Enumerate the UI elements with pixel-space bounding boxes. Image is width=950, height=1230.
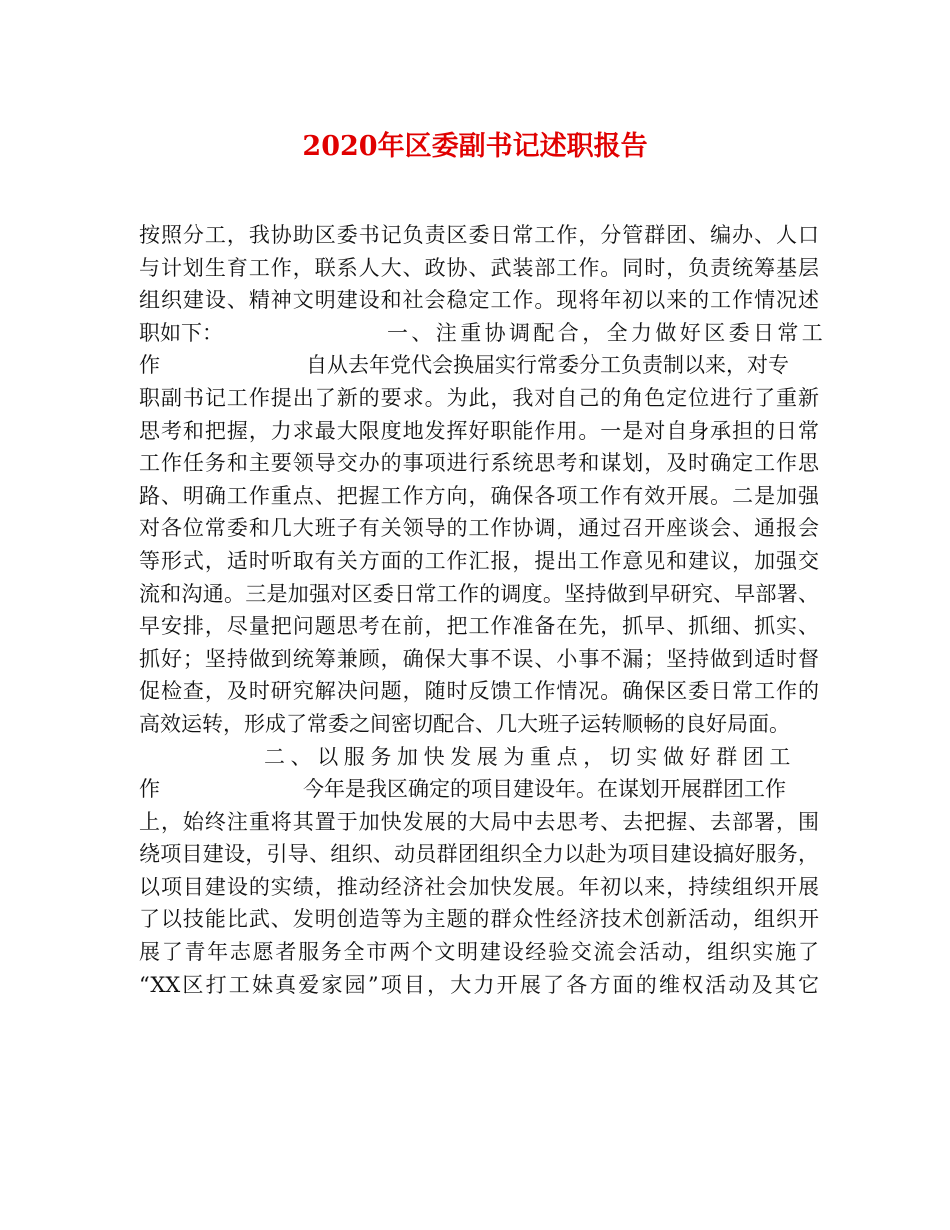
text-line: 组织建设、精神文明建设和社会稳定工作。现将年初以来的工作情况述 <box>139 288 819 313</box>
section-heading: 一、注重协调配合，全力做好区委日常工 <box>387 320 827 345</box>
text-line <box>139 773 819 806</box>
text-line: 流和沟通。三是加强对区委日常工作的调度。坚持做到早研究、早部署、 <box>139 581 819 606</box>
text-line <box>139 741 819 774</box>
text-line: 对各位常委和几大班子有关领导的工作协调，通过召开座谈会、通报会 <box>139 516 819 541</box>
text-line: 展了青年志愿者服务全市两个文明建设经验交流会活动，组织实施了 <box>139 940 819 965</box>
text-line: 高效运转，形成了常委之间密切配合、几大班子运转顺畅的良好局面。 <box>139 711 790 736</box>
section-heading: 二、以服务加快发展为重点，切实做好群团工 <box>264 744 796 769</box>
text-line: 工作任务和主要领导交办的事项进行系统思考和谋划，及时确定工作思 <box>139 451 819 476</box>
text-line: 按照分工，我协助区委书记负责区委日常工作，分管群团、编办、人口 <box>139 223 819 247</box>
text-line <box>139 317 827 350</box>
text-line: 职副书记工作提出了新的要求。为此，我对自己的角色定位进行了重新 <box>139 385 819 410</box>
text-line: 促检查，及时研究解决问题，随时反馈工作情况。确保区委日常工作的 <box>139 679 819 704</box>
section-heading-end: 作 <box>139 777 160 802</box>
text-line: 等形式，适时听取有关方面的工作汇报，提出工作意见和建议，加强交 <box>139 548 819 573</box>
text-line: 了以技能比武、发明创造等为主题的群众性经济技术创新活动，组织开 <box>139 907 819 932</box>
text-line: “XX区打工妹真爱家园”项目，大力开展了各方面的维权活动及其它 <box>139 972 819 997</box>
text-line: 上，始终注重将其置于加快发展的大局中去思考、去把握、去部署，围 <box>139 809 819 834</box>
text-segment: 职如下： <box>139 320 223 345</box>
text-line: 抓好；坚持做到统筹兼顾，确保大事不误、小事不漏；坚持做到适时督 <box>139 646 819 671</box>
text-line: 路、明确工作重点、把握工作方向，确保各项工作有效开展。二是加强 <box>139 483 819 508</box>
text-line: 早安排，尽量把问题思考在前，把工作准备在先，抓早、抓细、抓实、 <box>139 614 819 639</box>
text-line: 思考和把握，力求最大限度地发挥好职能作用。一是对自身承担的日常 <box>139 418 819 443</box>
text-segment: 自从去年党代会换届实行常委分工负责制以来，对专 <box>306 353 789 378</box>
text-line: 与计划生育工作，联系人大、政协、武装部工作。同时，负责统筹基层 <box>139 255 819 280</box>
document-title: 2020年区委副书记述职报告 <box>302 131 648 162</box>
text-line: 绕项目建设，引导、组织、动员群团组织全力以赴为项目建设搞好服务， <box>139 842 819 867</box>
text-segment: 今年是我区确定的项目建设年。在谋划开展群团工作 <box>303 777 786 802</box>
text-line: 以项目建设的实绩，推动经济社会加快发展。年初以来，持续组织开展 <box>139 874 819 899</box>
text-line <box>139 349 819 382</box>
document-body <box>139 219 827 1001</box>
section-heading-end: 作 <box>139 353 160 378</box>
